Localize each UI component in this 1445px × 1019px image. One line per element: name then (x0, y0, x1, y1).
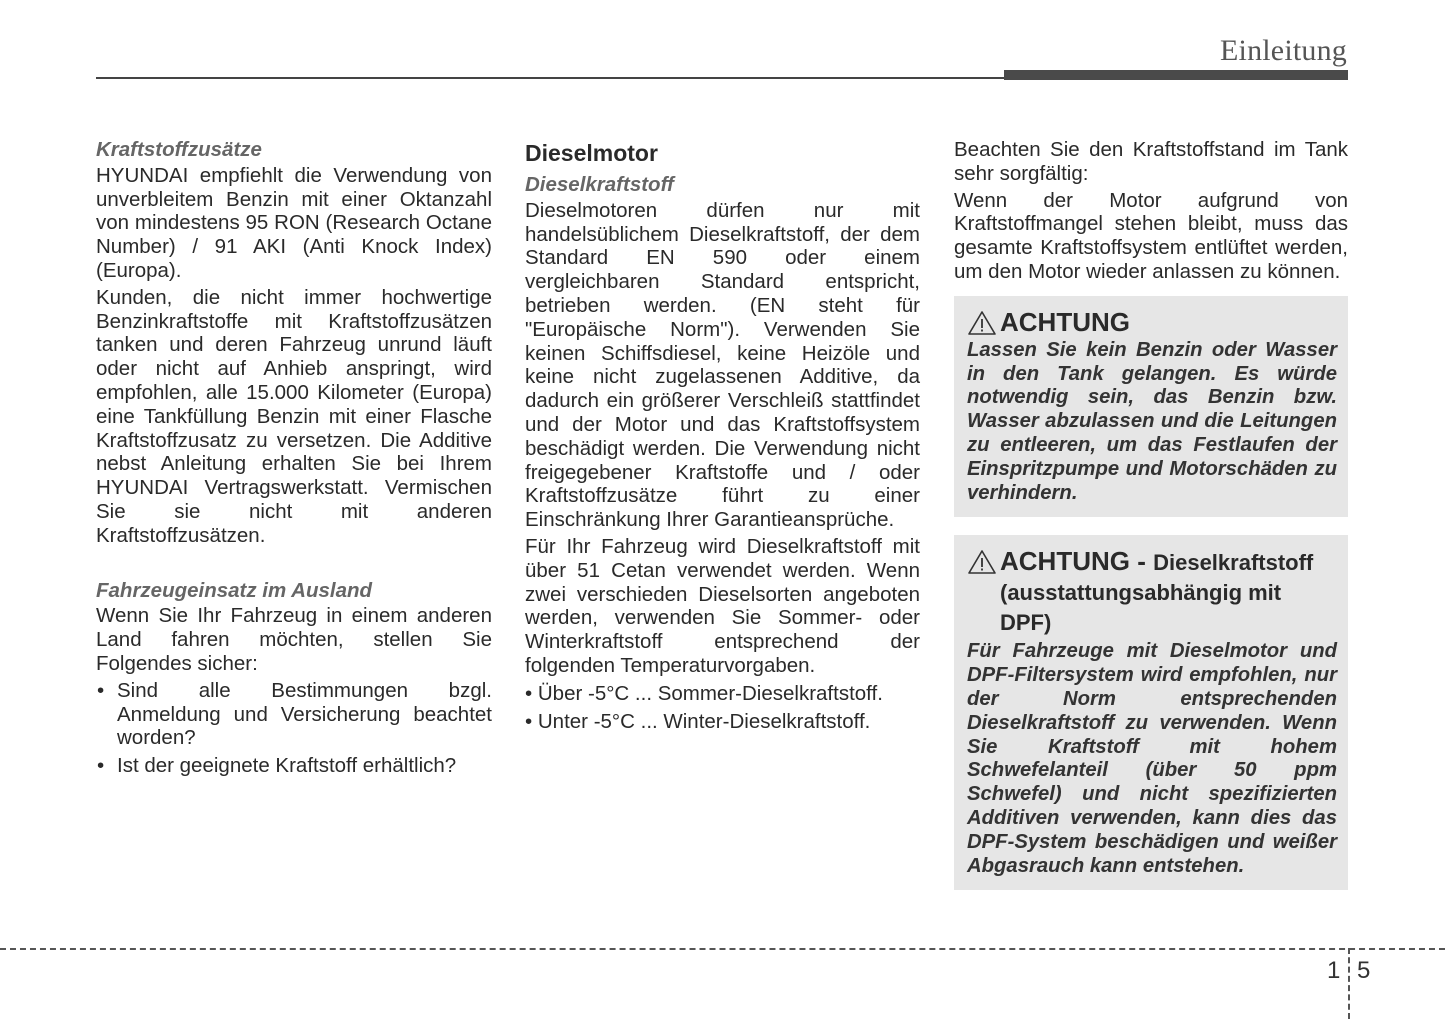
column-middle (525, 138, 920, 737)
list-item: • Sind alle Bestimmungen bzgl. Anmeldung und Versicherung beachtet worden? (97, 678, 492, 750)
section-title-fuel-additives: Kraftstoffzusätze (96, 138, 262, 161)
page-header-title: Einleitung (1220, 34, 1347, 67)
warning-text: Lassen Sie kein Benzin oder Wasser in den Tank gelangen. Es würde notwendig sein, das Benzin bzw. Wasser abzulassen und die Leitungen zu entleeren, um das Festlaufen der Einspritzpumpe und Motorschäden zu verhindern. (967, 338, 1337, 504)
warning-text: Für Fahrzeuge mit Dieselmotor und DPF-Filtersystem wird empfohlen, nur der Norm entsprechenden Dieselkraftstoff zu verwenden. Wenn Sie Kraftstoff mit hohem Schwefelanteil (über 50 ppm Schwefel) und nicht spezifizierten Additiven verwenden, kann dies das DPF-System beschädigen und weißer Abgasrauch kann entstehen. (967, 640, 1337, 877)
section-title-diesel: Dieselmotor (525, 140, 658, 166)
list-item: • Über -5°C ... Sommer-Dieselkraftstoff. (525, 681, 883, 705)
warning-title: ACHTUNG - Dieselkraftstoff (ausstattungsabhängig mit DPF) (1000, 546, 1314, 636)
paragraph: Für Ihr Fahrzeug wird Dieselkraftstoff mit über 51 Cetan verwendet werden. Wenn zwei verschieden Dieselsorten angeboten werden, verwenden Sie Sommer- oder Winterkraftstoff entsprechend der folgenden Temperaturvorgaben. (525, 534, 920, 677)
column-left (96, 138, 492, 782)
warning-triangle-icon (967, 549, 1000, 575)
footer-dashed-rule (0, 948, 1445, 950)
bullet-list (96, 679, 492, 778)
chapter-number: 1 (1327, 957, 1341, 984)
section-title-abroad: Fahrzeugeinsatz im Ausland (96, 578, 373, 602)
bullet: • (97, 754, 105, 778)
column-right (954, 138, 1348, 908)
list-item: • Ist der geeignete Kraftstoff erhältlich? (97, 754, 457, 778)
paragraph: Beachten Sie den Kraftstoffstand im Tank sehr sorgfältig: (954, 138, 1348, 185)
page-number: 5 (1357, 957, 1371, 984)
paragraph: Kunden, die nicht immer hochwertige Benzinkraftstoffe mit Kraftstoffzusätzen tanken und deren Fahrzeug unrund läuft oder nicht auf Anhieb anspringt, wird empfohlen, alle 15.000 Kilometer (Europa) eine Tankfüllung Benzin mit einer Flasche Kraftstoffzusatz zu versetzen. Die Additive nebst Anleitung erhalten Sie bei Ihrem HYUNDAI Vertragswerkstatt. Vermischen Sie sie nicht mit anderen Kraftstoffzusätzen. (96, 285, 492, 547)
bullet-list (525, 682, 920, 734)
warning-triangle-icon (967, 310, 1000, 336)
warning-box (954, 296, 1348, 518)
warning-title: ACHTUNG (1000, 306, 1130, 337)
paragraph: HYUNDAI empfiehlt die Verwendung von unverbleitem Benzin mit einer Oktanzahl von mindestens 95 RON (Research Octane Number) / 91 AKI (Anti Knock Index) (Europa). (96, 163, 492, 282)
header-rule (96, 77, 1006, 79)
paragraph: Wenn Sie Ihr Fahrzeug in einem anderen Land fahren möchten, stellen Sie Folgendes sicher: (96, 604, 492, 675)
list-item: • Unter -5°C ... Winter-Dieselkraftstoff. (525, 709, 871, 733)
warning-box-dpf (954, 535, 1348, 890)
paragraph: Wenn der Motor aufgrund von Kraftstoffmangel stehen bleibt, muss das gesamte Kraftstoffsystem entlüftet werden, um den Motor wieder anlassen zu können. (954, 188, 1348, 283)
subsection-title-diesel-fuel: Dieselkraftstoff (525, 173, 674, 196)
footer-dashed-divider (1348, 948, 1350, 1019)
paragraph: Dieselmotoren dürfen nur mit handelsüblichem Dieselkraftstoff, der dem Standard EN 590 oder einem vergleichbaren Standard entspricht, betrieben werden. (EN steht für "Europäische Norm"). Verwenden Sie keinen Schiffsdiesel, keine Heizöle und keine nicht zugelassenen Additive, da dadurch ein größerer Verschleiß stattfindet und der Motor und das Kraftstoffsystem beschädigt werden. Die Verwendung nicht freigegebener Kraftstoffe und / oder Kraftstoffzusätze führt zu einer Einschränkung Ihrer Garantieansprüche. (525, 198, 920, 532)
header-bar (1004, 70, 1348, 80)
bullet: • (97, 678, 105, 702)
